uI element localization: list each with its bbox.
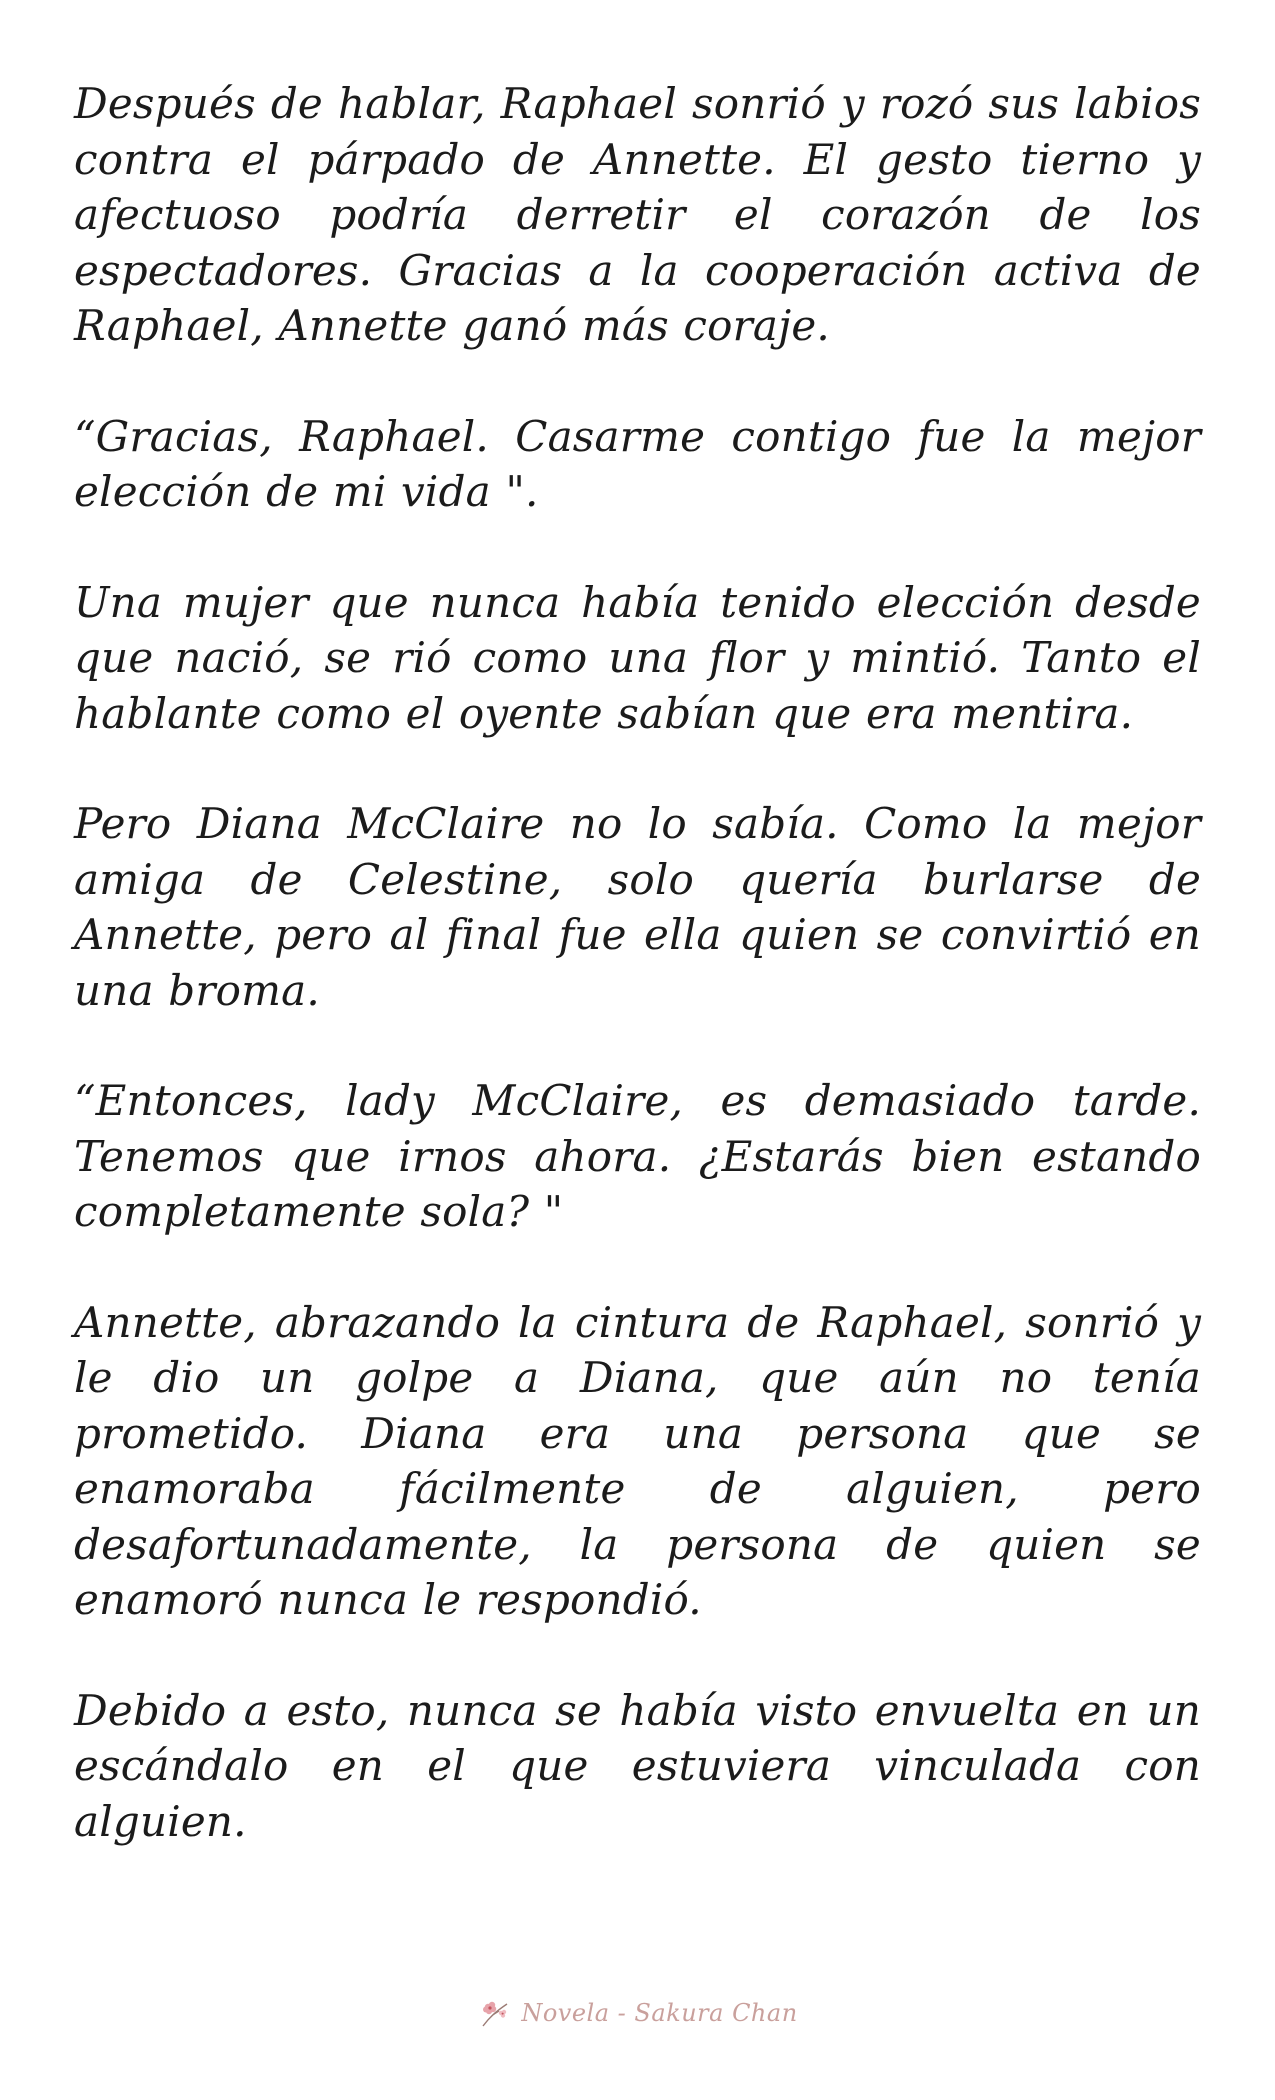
text-body xyxy=(74,76,1201,1904)
paragraph-2: “Gracias, Raphael. Casarme contigo fue la mejor elección de mi vida ". xyxy=(74,411,1201,516)
paragraph-6: Annette, abrazando la cintura de Raphael, sonrió y le dio un golpe a Diana, que aún no tenía prometido. Diana era una persona que se enamoraba fácilmente de alguien, pero desafortunadamente, la persona de quien se enamoró nunca le respondió. xyxy=(74,1297,1201,1624)
paragraph-5: “Entonces, lady McClaire, es demasiado tarde. Tenemos que irnos ahora. ¿Estarás bien estando completamente sola? " xyxy=(74,1076,1201,1236)
cherry-blossom-icon xyxy=(477,1996,511,2030)
paragraph-3: Una mujer que nunca había tenido elección desde que nació, se rió como una flor y mintió. Tanto el hablante como el oyente sabían que era mentira. xyxy=(74,577,1201,738)
paragraph-1: Después de hablar, Raphael sonrió y rozó sus labios contra el párpado de Annette. El gesto tierno y afectuoso podría derretir el corazón de los espectadores. Gracias a la cooperación activa de Raphael, Annette ganó más coraje. xyxy=(74,79,1201,350)
watermark-text: Novela - Sakura Chan xyxy=(521,1999,798,2027)
paragraph-4: Pero Diana McClaire no lo sabía. Como la mejor amiga de Celestine, solo quería burlarse de Annette, pero al final fue ella quien se convirtió en una broma. xyxy=(74,799,1201,1015)
paragraph-7: Debido a esto, nunca se había visto envuelta en un escándalo en el que estuviera vinculada con alguien. xyxy=(74,1685,1201,1846)
watermark-footer xyxy=(0,1990,1275,2036)
